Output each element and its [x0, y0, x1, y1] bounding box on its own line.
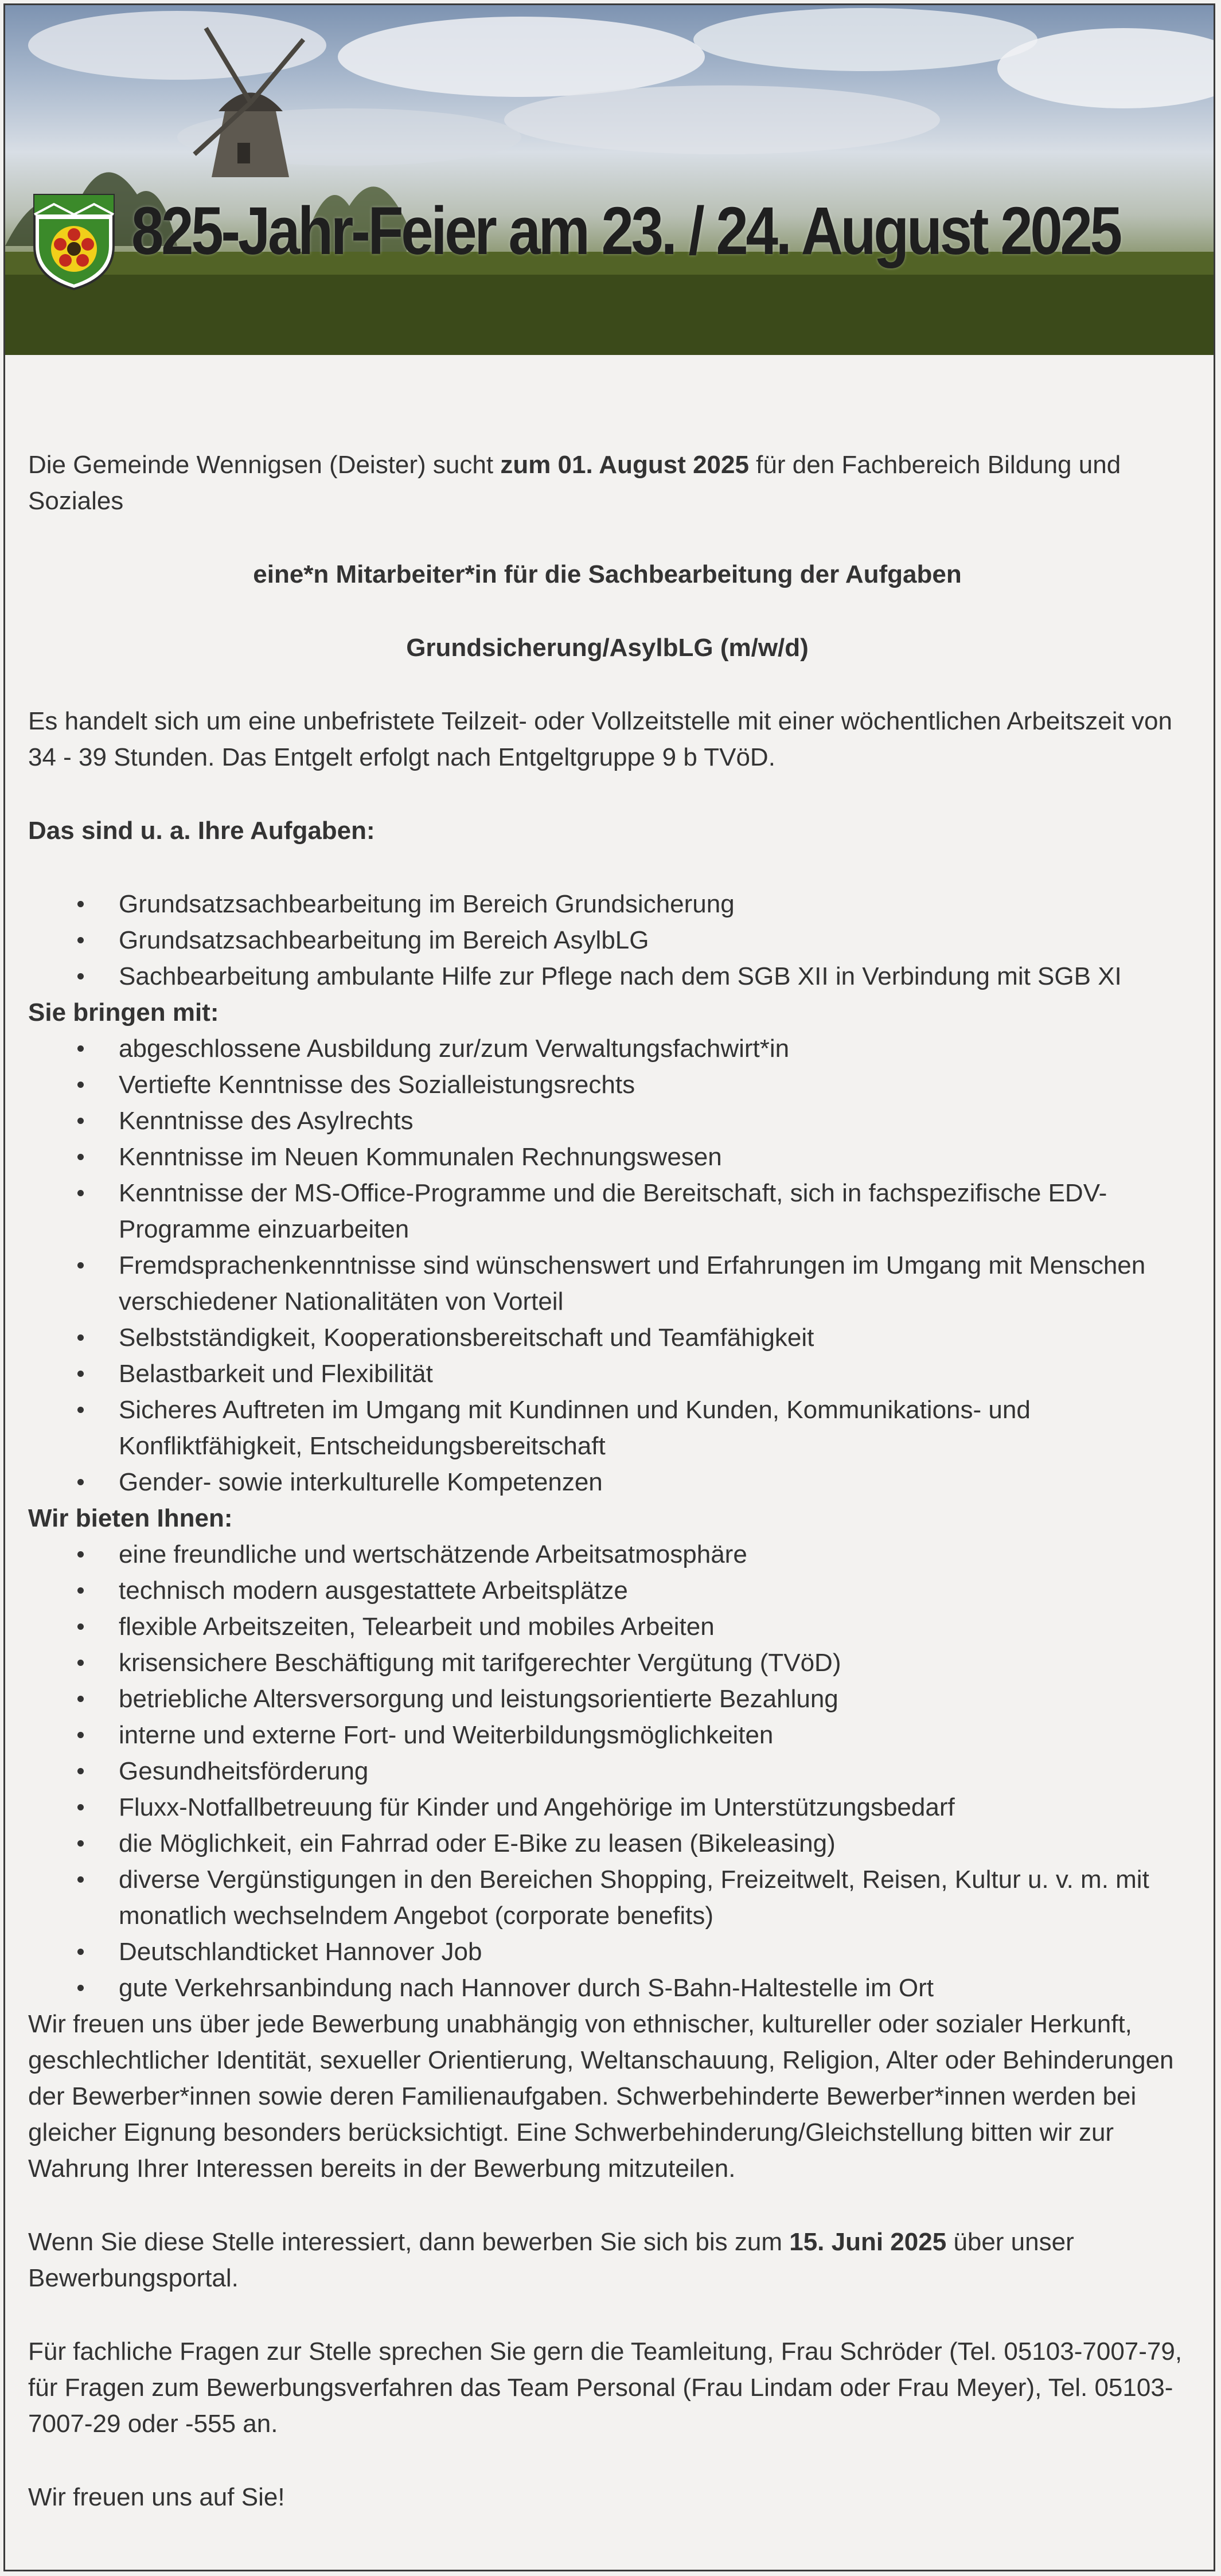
list-item: die Möglichkeit, ein Fahrrad oder E-Bike zu leasen (Bikeleasing) [28, 1825, 1187, 1861]
intro-text-end: für den Fachbereich Bildung und Soziales [28, 451, 1121, 515]
tasks-list [28, 886, 1187, 994]
diversity-paragraph: Wir freuen uns über jede Bewerbung unabhängig von ethnischer, kultureller oder sozialer Herkunft, geschlechtlicher Identität, sexueller Orientierung, Weltanschauung, Religion, Alter oder Behinderungen der Bewerber*innen sowie deren Familienaufgaben. Schwerbehinderte Bewerber*innen werden bei gleicher Eignung besonders berücksichtigt. Eine Schwerbehinderung/Gleichstellung bitten wir zur Wahrung Ihrer Interessen bereits in der Bewerbung mitzuteilen. [28, 2010, 1174, 2183]
banner-title: 825-Jahr-Feier am 23. / 24. August 2025 [131, 193, 1120, 269]
list-item: Kenntnisse der MS-Office-Programme und die Bereitschaft, sich in fachspezifische EDV-Programme einzuarbeiten [28, 1175, 1187, 1247]
list-item: Vertiefte Kenntnisse des Sozialleistungsrechts [28, 1067, 1187, 1103]
list-item: flexible Arbeitszeiten, Telearbeit und mobiles Arbeiten [28, 1609, 1187, 1645]
job-posting-body [28, 447, 1187, 2515]
list-item: technisch modern ausgestattete Arbeitsplätze [28, 1572, 1187, 1609]
list-item: eine freundliche und wertschätzende Arbeitsatmosphäre [28, 1536, 1187, 1572]
closing-line: Wir freuen uns auf Sie! [28, 2483, 285, 2511]
application-deadline: 15. Juni 2025 [789, 2228, 947, 2256]
position-subtitle: Grundsicherung/AsylbLG (m/w/d) [406, 634, 809, 662]
list-item: abgeschlossene Ausbildung zur/zum Verwaltungsfachwirt*in [28, 1031, 1187, 1067]
contact-paragraph: Für fachliche Fragen zur Stelle sprechen Sie gern die Teamleitung, Frau Schröder (Tel. 05103-7007-79, für Fragen zum Bewerbungsverfahren das Team Personal (Frau Lindam oder Frau Meyer), Tel. 05103-7007-29 oder -555 an. [28, 2337, 1183, 2438]
benefits-heading: Wir bieten Ihnen: [28, 1504, 233, 1532]
list-item: Fremdsprachenkenntnisse sind wünschenswert und Erfahrungen im Umgang mit Menschen verschiedener Nationalitäten von Vorteil [28, 1247, 1187, 1320]
list-item: betriebliche Altersversorgung und leistungsorientierte Bezahlung [28, 1681, 1187, 1717]
apply-paragraph [28, 2224, 1187, 2296]
list-item: gute Verkehrsanbindung nach Hannover durch S-Bahn-Haltestelle im Ort [28, 1970, 1187, 2006]
document-frame [3, 3, 1215, 2571]
start-date: zum 01. August 2025 [500, 451, 749, 479]
requirements-heading: Sie bringen mit: [28, 998, 219, 1027]
list-item: diverse Vergünstigungen in den Bereichen Shopping, Freizeitwelt, Reisen, Kultur u. v. m. mit monatlich wechselndem Angebot (corporate benefits) [28, 1861, 1187, 1934]
list-item: Gender- sowie interkulturelle Kompetenzen [28, 1464, 1187, 1500]
intro-text: Die Gemeinde Wennigsen (Deister) sucht [28, 451, 501, 479]
intro-paragraph [28, 447, 1187, 519]
list-item: Sachbearbeitung ambulante Hilfe zur Pflege nach dem SGB XII in Verbindung mit SGB XI [28, 958, 1187, 994]
list-item: Kenntnisse im Neuen Kommunalen Rechnungswesen [28, 1139, 1187, 1175]
municipal-coat-of-arms-icon [31, 192, 117, 292]
list-item: Selbstständigkeit, Kooperationsbereitschaft und Teamfähigkeit [28, 1320, 1187, 1356]
list-item: Deutschlandticket Hannover Job [28, 1934, 1187, 1970]
requirements-list [28, 1031, 1187, 1500]
header-banner [5, 5, 1214, 355]
windmill-landscape-icon [5, 5, 1214, 355]
apply-text-end: über unser Bewerbungsportal. [28, 2228, 1074, 2292]
list-item: Kenntnisse des Asylrechts [28, 1103, 1187, 1139]
position-title: eine*n Mitarbeiter*in für die Sachbearbeitung der Aufgaben [253, 560, 962, 588]
list-item: interne und externe Fort- und Weiterbildungsmöglichkeiten [28, 1717, 1187, 1753]
list-item: Grundsatzsachbearbeitung im Bereich AsylbLG [28, 922, 1187, 958]
tasks-heading: Das sind u. a. Ihre Aufgaben: [28, 817, 375, 845]
conditions-paragraph: Es handelt sich um eine unbefristete Teilzeit- oder Vollzeitstelle mit einer wöchentlichen Arbeitszeit von 34 - 39 Stunden. Das Entgelt erfolgt nach Entgeltgruppe 9 b TVöD. [28, 707, 1172, 771]
list-item: Grundsatzsachbearbeitung im Bereich Grundsicherung [28, 886, 1187, 922]
benefits-list [28, 1536, 1187, 2006]
list-item: Sicheres Auftreten im Umgang mit Kundinnen und Kunden, Kommunikations- und Konfliktfähigkeit, Entscheidungsbereitschaft [28, 1392, 1187, 1464]
list-item: Fluxx-Notfallbetreuung für Kinder und Angehörige im Unterstützungsbedarf [28, 1789, 1187, 1825]
list-item: Belastbarkeit und Flexibilität [28, 1356, 1187, 1392]
list-item: krisensichere Beschäftigung mit tarifgerechter Vergütung (TVöD) [28, 1645, 1187, 1681]
list-item: Gesundheitsförderung [28, 1753, 1187, 1789]
apply-text: Wenn Sie diese Stelle interessiert, dann bewerben Sie sich bis zum [28, 2228, 790, 2256]
